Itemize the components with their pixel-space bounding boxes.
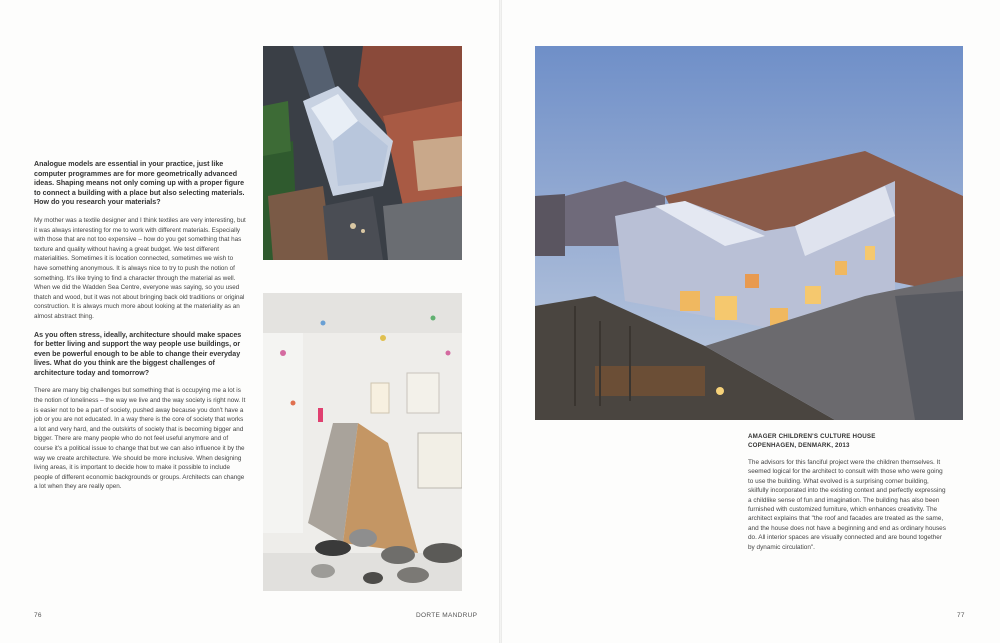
interview-column [34,160,246,501]
answer-2: There are many big challenges but something that is occupying me a lot is the notion of loneliness – the way we live and the way society is right now. It is easier not to be a part of society, pushed away because you don't have a job or you are not educated. In a way there is the core of society that works a lot and very hard, and the outskirts of society that is becoming bigger and bigger. There are many people who do not feel useful anymore and of course it's a political issue to change that but we can also influence it by the way we create architecture. We should be more inclusive. When designing living areas, it is important to decide how to make it possible to include people of different economic backgrounds or groups. Architects can change a lot when they are really open. [34,387,246,491]
aerial-photo [263,46,462,260]
caption-location: COPENHAGEN, DENMARK, 2013 [748,442,850,449]
running-head: DORTE MANDRUP [416,612,478,619]
photo-caption [748,432,948,552]
exterior-photo [535,46,963,420]
question-2: As you often stress, ideally, architecture should make spaces for better living and support the way people use buildings, or even be powerful enough to be able to change their everyday lives. What do you think are the biggest challenges of architecture today and tomorrow? [34,330,242,377]
page-number-right: 77 [957,612,965,619]
book-gutter [499,0,502,643]
page-number-left: 76 [34,612,42,619]
answer-1: My mother was a textile designer and I think textiles are very interesting, but it was always interesting for me to work with different materials. Especially with those that are not too expensive – how do you get something that has texture and quality without having a great budget. We test different materialities. Sometimes it is location connected, sometimes we wish to have something anonymous. It is always nice to try to push the notion of something. It's like trying to find a character through the material as well. When we did the Wadden Sea Centre, everyone was saying, so you used thatch and wood, but it was not about bringing back old traditions or original construction. It is always much more about looking at the materiality as an almost abstract thing. [34,216,246,320]
caption-body: The advisors for this fanciful project were the children themselves. It seemed logical for the architect to consult with those who were going to use the building. What evolved is a surprising corner building, skilfully incorporated into the existing context and perfectly expressing a childlike sense of fun and imagination. The building has also been furnished with customized furniture, which enhances creativity. The architect explains that "the roof and facades are treated as the same, and the house does not have a beginning and end as ordinary houses do. All interior spaces are visually connected and are bound together by dynamic circulation". [748,459,946,551]
caption-title: AMAGER CHILDREN'S CULTURE HOUSE [748,433,876,440]
interior-photo [263,293,462,591]
question-1: Analogue models are essential in your practice, just like computer programmes are for more geometrically advanced ideas. Shaping means not only coming up with a proper figure to connect a building with a place but also selecting materials. How do you research your materials? [34,160,245,207]
